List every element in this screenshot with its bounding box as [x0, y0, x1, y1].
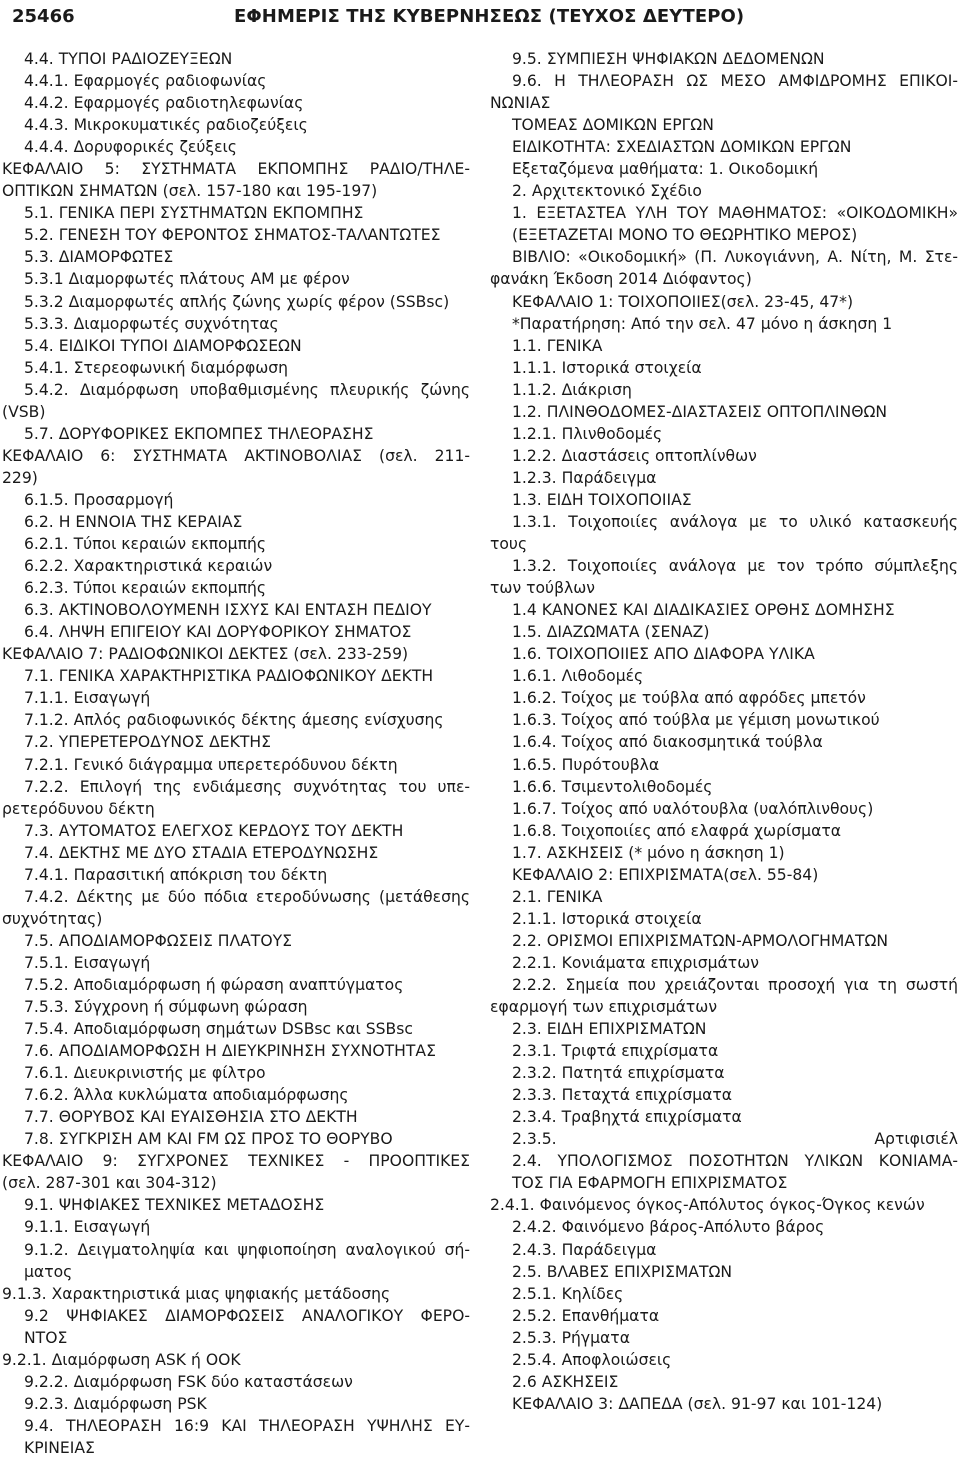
- toc-line: 9.1.1. Εισαγωγή: [24, 1218, 151, 1237]
- toc-line: 7.4.2. Δέκτης με δύο πόδια ετεροδύνωσης (μετάθεσης: [24, 887, 470, 906]
- toc-line: 2.3.3. Πεταχτά επιχρίσματα: [512, 1086, 733, 1105]
- toc-line: 6.2.1. Τύποι κεραιών εκπομπής: [24, 535, 266, 554]
- toc-line: 229): [2, 468, 38, 487]
- toc-line: 9.4. ΤΗΛΕΟΡΑΣΗ 16:9 ΚΑΙ ΤΗΛΕΟΡΑΣΗ ΥΨΗΛΗΣ ΕΥ-: [24, 1416, 470, 1435]
- toc-line: 2. Αρχιτεκτονικό Σχέδιο: [512, 182, 702, 201]
- toc-line: 7.2.1. Γενικό διάγραμμα υπερετερόδυνου δέκτη: [24, 755, 398, 774]
- toc-line: 6.3. ΑΚΤΙΝΟΒΟΛΟΥΜΕΝΗ ΙΣΧΥΣ ΚΑΙ ΕΝΤΑΣΗ ΠΕΔΙΟΥ: [24, 601, 432, 620]
- toc-line: των τούβλων: [490, 579, 596, 598]
- toc-line: 1.6. ΤΟΙΧΟΠΟΙΙΕΣ ΑΠΟ ΔΙΑΦΟΡΑ ΥΛΙΚΑ: [512, 645, 815, 664]
- toc-line: 5.3.3. Διαμορφωτές συχνότητας: [24, 314, 279, 333]
- toc-line: 1.3. ΕΙΔΗ ΤΟΙΧΟΠΟΙΙΑΣ: [512, 490, 692, 509]
- toc-line: 1.2.3. Παράδειγμα: [512, 468, 657, 487]
- toc-line: Εξεταζόμενα μαθήματα: 1. Οικοδομική: [512, 160, 819, 179]
- toc-line: 9.2 ΨΗΦΙΑΚΕΣ ΔΙΑΜΟΡΦΩΣΕΙΣ ΑΝΑΛΟΓΙΚΟΥ ΦΕΡΟ-: [24, 1306, 470, 1325]
- toc-line: 1. ΕΞΕΤΑΣΤΕΑ ΥΛΗ ΤΟΥ ΜΑΘΗΜΑΤΟΣ: «ΟΙΚΟΔΟΜΙΚΗ»: [512, 204, 958, 223]
- toc-line: 4.4.1. Εφαρμογές ραδιοφωνίας: [24, 72, 267, 91]
- toc-line: 5.7. ΔΟΡΥΦΟΡΙΚΕΣ ΕΚΠΟΜΠΕΣ ΤΗΛΕΟΡΑΣΗΣ: [24, 424, 374, 443]
- toc-line: ρετερόδυνου δέκτη: [2, 799, 155, 818]
- toc-line: 2.3.5. Αρτιφισιέλ: [512, 1130, 958, 1149]
- toc-line: (ΕΞΕΤΑΖΕΤΑΙ ΜΟΝΟ ΤΟ ΘΕΩΡΗΤΙΚΟ ΜΕΡΟΣ): [512, 226, 858, 245]
- toc-line: 5.4.1. Στερεοφωνική διαμόρφωση: [24, 358, 289, 377]
- toc-line: 2.6 ΑΣΚΗΣΕΙΣ: [512, 1372, 619, 1391]
- toc-line: 5.4. ΕΙΔΙΚΟΙ ΤΥΠΟΙ ΔΙΑΜΟΡΦΩΣΕΩΝ: [24, 336, 302, 355]
- toc-line: ΤΟΣ ΓΙΑ ΕΦΑΡΜΟΓΗ ΕΠΙΧΡΙΣΜΑΤΟΣ: [512, 1174, 788, 1193]
- toc-line: 7.5. ΑΠΟΔΙΑΜΟΡΦΩΣΕΙΣ ΠΛΑΤΟΥΣ: [24, 931, 292, 950]
- toc-line: 1.3.2. Τοιχοποιίες ανάλογα με τον τρόπο σύμπλεξης: [512, 557, 958, 576]
- toc-line: 5.3.1 Διαμορφωτές πλάτους ΑΜ με φέρον: [24, 270, 350, 289]
- toc-line: 7.1. ΓΕΝΙΚΑ ΧΑΡΑΚΤΗΡΙΣΤΙΚΑ ΡΑΔΙΟΦΩΝΙΚΟΥ ΔΕΚΤΗ: [24, 667, 434, 686]
- toc-line: 4.4.4. Δορυφορικές ζεύξεις: [24, 138, 237, 157]
- toc-line: 2.4.1. Φαινόμενος όγκος-Απόλυτος όγκος-Όγκος κενών: [490, 1196, 925, 1215]
- left-column: [2, 48, 470, 1459]
- toc-line: 5.1. ΓΕΝΙΚΑ ΠΕΡΙ ΣΥΣΤΗΜΑΤΩΝ ΕΚΠΟΜΠΗΣ: [24, 204, 364, 223]
- toc-line: 4.4.3. Μικροκυματικές ραδιοζεύξεις: [24, 116, 308, 135]
- right-column: [490, 48, 958, 1415]
- toc-line: 7.6.1. Διευκρινιστής με φίλτρο: [24, 1064, 266, 1083]
- toc-line: 2.5.4. Αποφλοιώσεις: [512, 1350, 672, 1369]
- toc-line: 1.5. ΔΙΑΖΩΜΑΤΑ (ΣΕΝΑΖ): [512, 623, 710, 642]
- toc-line: ΚΕΦΑΛΑΙΟ 1: ΤΟΙΧΟΠΟΙΙΕΣ(σελ. 23-45, 47*): [512, 292, 854, 311]
- toc-line: 1.6.5. Πυρότουβλα: [512, 755, 660, 774]
- toc-line: 1.1.2. Διάκριση: [512, 380, 632, 399]
- toc-line: 9.1.3. Χαρακτηριστικά μιας ψηφιακής μετάδοσης: [2, 1284, 391, 1303]
- toc-line: ΝΩΝΙΑΣ: [490, 94, 551, 113]
- toc-line: 1.6.2. Τοίχος με τούβλα από αφρόδες μπετόν: [512, 689, 866, 708]
- toc-line: 2.3.4. Τραβηχτά επιχρίσματα: [512, 1108, 742, 1127]
- toc-line: 2.3.2. Πατητά επιχρίσματα: [512, 1064, 725, 1083]
- toc-line: 7.1.1. Εισαγωγή: [24, 689, 151, 708]
- toc-line: τους: [490, 535, 528, 554]
- toc-line: 1.1. ΓΕΝΙΚΑ: [512, 336, 603, 355]
- toc-line: ΚΕΦΑΛΑΙΟ 7: ΡΑΔΙΟΦΩΝΙΚΟΙ ΔΕΚΤΕΣ (σελ. 233-259): [2, 645, 409, 664]
- toc-line: 7.1.2. Απλός ραδιοφωνικός δέκτης άμεσης ενίσχυσης: [24, 711, 444, 730]
- toc-line: ΒΙΒΛΙΟ: «Οικοδομική» (Π. Λυκογιάννη, Α. Νίτη, Μ. Στε-: [512, 248, 958, 267]
- toc-line: 2.3. ΕΙΔΗ ΕΠΙΧΡΙΣΜΑΤΩΝ: [512, 1020, 707, 1039]
- toc-line: ΚΕΦΑΛΑΙΟ 2: ΕΠΙΧΡΙΣΜΑΤΑ(σελ. 55-84): [512, 865, 819, 884]
- toc-line: εφαρμογή των επιχρισμάτων: [490, 998, 718, 1017]
- toc-line: 1.6.7. Τοίχος από υαλότουβλα (υαλόπλινθους): [512, 799, 874, 818]
- toc-line: ΚΕΦΑΛΑΙΟ 3: ΔΑΠΕΔΑ (σελ. 91-97 και 101-124): [512, 1394, 883, 1413]
- toc-line: συχνότητας): [2, 909, 103, 928]
- toc-line: 9.5. ΣΥΜΠΙΕΣΗ ΨΗΦΙΑΚΩΝ ΔΕΔΟΜΕΝΩΝ: [512, 50, 825, 68]
- toc-line: 1.7. ΑΣΚΗΣΕΙΣ (* μόνο η άσκηση 1): [512, 843, 785, 862]
- toc-line: 1.2.1. Πλινθοδομές: [512, 424, 663, 443]
- toc-line: 6.2.2. Χαρακτηριστικά κεραιών: [24, 557, 273, 576]
- toc-line: 7.5.4. Αποδιαμόρφωση σημάτων DSBsc και SSBsc: [24, 1020, 413, 1039]
- toc-line: ΚΕΦΑΛΑΙΟ 5: ΣΥΣΤΗΜΑΤΑ ΕΚΠΟΜΠΗΣ ΡΑΔΙΟ/ΤΗΛΕ-: [2, 160, 470, 179]
- toc-line: 4.4. ΤΥΠΟΙ ΡΑΔΙΟΖΕΥΞΕΩΝ: [24, 50, 233, 68]
- toc-line: 5.3. ΔΙΑΜΟΡΦΩΤΕΣ: [24, 248, 174, 267]
- page-header: [0, 0, 960, 34]
- toc-line: 2.5.1. Κηλίδες: [512, 1284, 624, 1303]
- toc-line: 1.1.1. Ιστορικά στοιχεία: [512, 358, 702, 377]
- toc-line: 7.2.2. Επιλογή της ενδιάμεσης συχνότητας του υπε-: [24, 777, 470, 796]
- toc-line: 2.4. ΥΠΟΛΟΓΙΣΜΟΣ ΠΟΣΟΤΗΤΩΝ ΥΛΙΚΩΝ ΚΟΝΙΑΜΑ-: [512, 1152, 958, 1171]
- page-number: 25466: [12, 6, 75, 27]
- toc-line: 5.3.2 Διαμορφωτές απλής ζώνης χωρίς φέρον (SSBsc): [24, 292, 450, 311]
- toc-line: *Παρατήρηση: Από την σελ. 47 μόνο η άσκηση 1: [512, 314, 893, 333]
- toc-line: ματος: [24, 1262, 73, 1281]
- toc-line: 7.4. ΔΕΚΤΗΣ ΜΕ ΔΥΟ ΣΤΑΔΙΑ ΕΤΕΡΟΔΥΝΩΣΗΣ: [24, 843, 379, 862]
- toc-line: 1.4 ΚΑΝΟΝΕΣ ΚΑΙ ΔΙΑΔΙΚΑΣΙΕΣ ΟΡΘΗΣ ΔΟΜΗΣΗΣ: [512, 601, 895, 620]
- toc-line: 7.2. ΥΠΕΡΕΤΕΡΟΔΥΝΟΣ ΔΕΚΤΗΣ: [24, 733, 271, 752]
- toc-line: 2.2.2. Σημεία που χρειάζονται προσοχή για τη σωστή: [512, 975, 958, 994]
- toc-line: ΕΙΔΙΚΟΤΗΤΑ: ΣΧΕΔΙΑΣΤΩΝ ΔΟΜΙΚΩΝ ΕΡΓΩΝ: [512, 138, 852, 157]
- toc-line: 6.1.5. Προσαρμογή: [24, 490, 174, 509]
- toc-line: 1.6.4. Τοίχος από διακοσμητικά τούβλα: [512, 733, 823, 752]
- toc-line: 7.7. ΘΟΡΥΒΟΣ ΚΑΙ ΕΥΑΙΣΘΗΣΙΑ ΣΤΟ ΔΕΚΤΗ: [24, 1108, 358, 1127]
- toc-line: 2.2. ΟΡΙΣΜΟΙ ΕΠΙΧΡΙΣΜΑΤΩΝ-ΑΡΜΟΛΟΓΗΜΑΤΩΝ: [512, 931, 889, 950]
- toc-line: 9.6. Η ΤΗΛΕΟΡΑΣΗ ΩΣ ΜΕΣΟ ΑΜΦΙΔΡΟΜΗΣ ΕΠΙΚΟΙ-: [512, 72, 958, 91]
- toc-line: 7.8. ΣΥΓΚΡΙΣΗ ΑΜ ΚΑΙ FM ΩΣ ΠΡΟΣ ΤΟ ΘΟΡΥΒΟ: [24, 1130, 393, 1149]
- toc-line: 1.6.8. Τοιχοποιίες από ελαφρά χωρίσματα: [512, 821, 842, 840]
- toc-line: (σελ. 287-301 και 304-312): [2, 1174, 217, 1193]
- toc-line: 6.2.3. Τύποι κεραιών εκπομπής: [24, 579, 266, 598]
- toc-line: 2.5. ΒΛΑΒΕΣ ΕΠΙΧΡΙΣΜΑΤΩΝ: [512, 1262, 733, 1281]
- toc-line: 7.6.2. Άλλα κυκλώματα αποδιαμόρφωσης: [24, 1086, 349, 1105]
- toc-line: 4.4.2. Εφαρμογές ραδιοτηλεφωνίας: [24, 94, 304, 113]
- toc-line: 1.6.6. Τσιμεντολιθοδομές: [512, 777, 713, 796]
- toc-line: 9.2.2. Διαμόρφωση FSK δύο καταστάσεων: [24, 1372, 353, 1391]
- toc-line: 1.2. ΠΛΙΝΘΟΔΟΜΕΣ-ΔΙΑΣΤΑΣΕΙΣ ΟΠΤΟΠΛΙΝΘΩΝ: [512, 402, 888, 421]
- toc-line: 9.2.1. Διαμόρφωση ASK ή OOK: [2, 1350, 241, 1369]
- toc-line: 9.2.3. Διαμόρφωση PSK: [24, 1394, 207, 1413]
- toc-line: (VSB): [2, 402, 46, 421]
- toc-line: ΝΤΟΣ: [24, 1328, 68, 1347]
- toc-line: 2.5.3. Ρήγματα: [512, 1328, 630, 1347]
- toc-line: 9.1.2. Δειγματοληψία και ψηφιοποίηση αναλογικού σή-: [24, 1240, 470, 1259]
- toc-line: 2.1. ΓΕΝΙΚΑ: [512, 887, 603, 906]
- toc-line: 7.5.1. Εισαγωγή: [24, 953, 151, 972]
- toc-line: 2.4.3. Παράδειγμα: [512, 1240, 657, 1259]
- toc-line: 1.3.1. Τοιχοποιίες ανάλογα με το υλικό κατασκευής: [512, 512, 958, 531]
- toc-line: 6.4. ΛΗΨΗ ΕΠΙΓΕΙΟΥ ΚΑΙ ΔΟΡΥΦΟΡΙΚΟΥ ΣΗΜΑΤΟΣ: [24, 623, 412, 642]
- toc-line: 5.2. ΓΕΝΕΣΗ ΤΟΥ ΦΕΡΟΝΤΟΣ ΣΗΜΑΤΟΣ-ΤΑΛΑΝΤΩΤΕΣ: [24, 226, 441, 245]
- toc-line: 7.3. ΑΥΤΟΜΑΤΟΣ ΕΛΕΓΧΟΣ ΚΕΡΔΟΥΣ ΤΟΥ ΔΕΚΤΗ: [24, 821, 404, 840]
- gazette-title: ΕΦΗΜΕΡΙΣ ΤΗΣ ΚΥΒΕΡΝΗΣΕΩΣ (ΤΕΥΧΟΣ ΔΕΥΤΕΡΟ): [234, 6, 745, 27]
- toc-line: ΚΕΦΑΛΑΙΟ 9: ΣΥΓΧΡΟΝΕΣ ΤΕΧΝΙΚΕΣ - ΠΡΟΟΠΤΙΚΕΣ: [2, 1152, 470, 1171]
- toc-line: 7.4.1. Παρασιτική απόκριση του δέκτη: [24, 865, 328, 884]
- toc-line: 7.5.2. Αποδιαμόρφωση ή φώραση αναπτύγματος: [24, 975, 404, 994]
- toc-line: ΤΟΜΕΑΣ ΔΟΜΙΚΩΝ ΕΡΓΩΝ: [512, 116, 714, 135]
- toc-line: 2.2.1. Κονιάματα επιχρισμάτων: [512, 953, 759, 972]
- toc-line: 1.6.1. Λιθοδομές: [512, 667, 644, 686]
- toc-line: 5.4.2. Διαμόρφωση υποβαθμισμένης πλευρικής ζώνης: [24, 380, 470, 399]
- toc-line: 9.1. ΨΗΦΙΑΚΕΣ ΤΕΧΝΙΚΕΣ ΜΕΤΑΔΟΣΗΣ: [24, 1196, 325, 1215]
- toc-line: ΚΕΦΑΛΑΙΟ 6: ΣΥΣΤΗΜΑΤΑ ΑΚΤΙΝΟΒΟΛΙΑΣ (σελ. 211-: [2, 446, 470, 465]
- toc-line: 2.1.1. Ιστορικά στοιχεία: [512, 909, 702, 928]
- toc-line: 7.6. ΑΠΟΔΙΑΜΟΡΦΩΣΗ Η ΔΙΕΥΚΡΙΝΗΣΗ ΣΥΧΝΟΤΗΤΑΣ: [24, 1042, 436, 1061]
- toc-line: 7.5.3. Σύγχρονη ή σύμφωνη φώραση: [24, 998, 308, 1017]
- toc-line: 2.3.1. Τριφτά επιχρίσματα: [512, 1042, 719, 1061]
- toc-line: 6.2. Η ΕΝΝΟΙΑ ΤΗΣ ΚΕΡΑΙΑΣ: [24, 512, 243, 531]
- toc-line: ΚΡΙΝΕΙΑΣ: [24, 1438, 95, 1457]
- toc-line: φανάκη Έκδοση 2014 Διόφαντος): [490, 270, 752, 289]
- toc-line: ΟΠΤΙΚΩΝ ΣΗΜΑΤΩΝ (σελ. 157-180 και 195-197): [2, 182, 378, 201]
- toc-line: 1.6.3. Τοίχος από τούβλα με γέμιση μονωτικού: [512, 711, 880, 730]
- toc-line: 2.5.2. Επανθήματα: [512, 1306, 660, 1325]
- toc-line: 2.4.2. Φαινόμενο βάρος-Απόλυτο βάρος: [512, 1218, 825, 1237]
- toc-line: 1.2.2. Διαστάσεις οπτοπλίνθων: [512, 446, 757, 465]
